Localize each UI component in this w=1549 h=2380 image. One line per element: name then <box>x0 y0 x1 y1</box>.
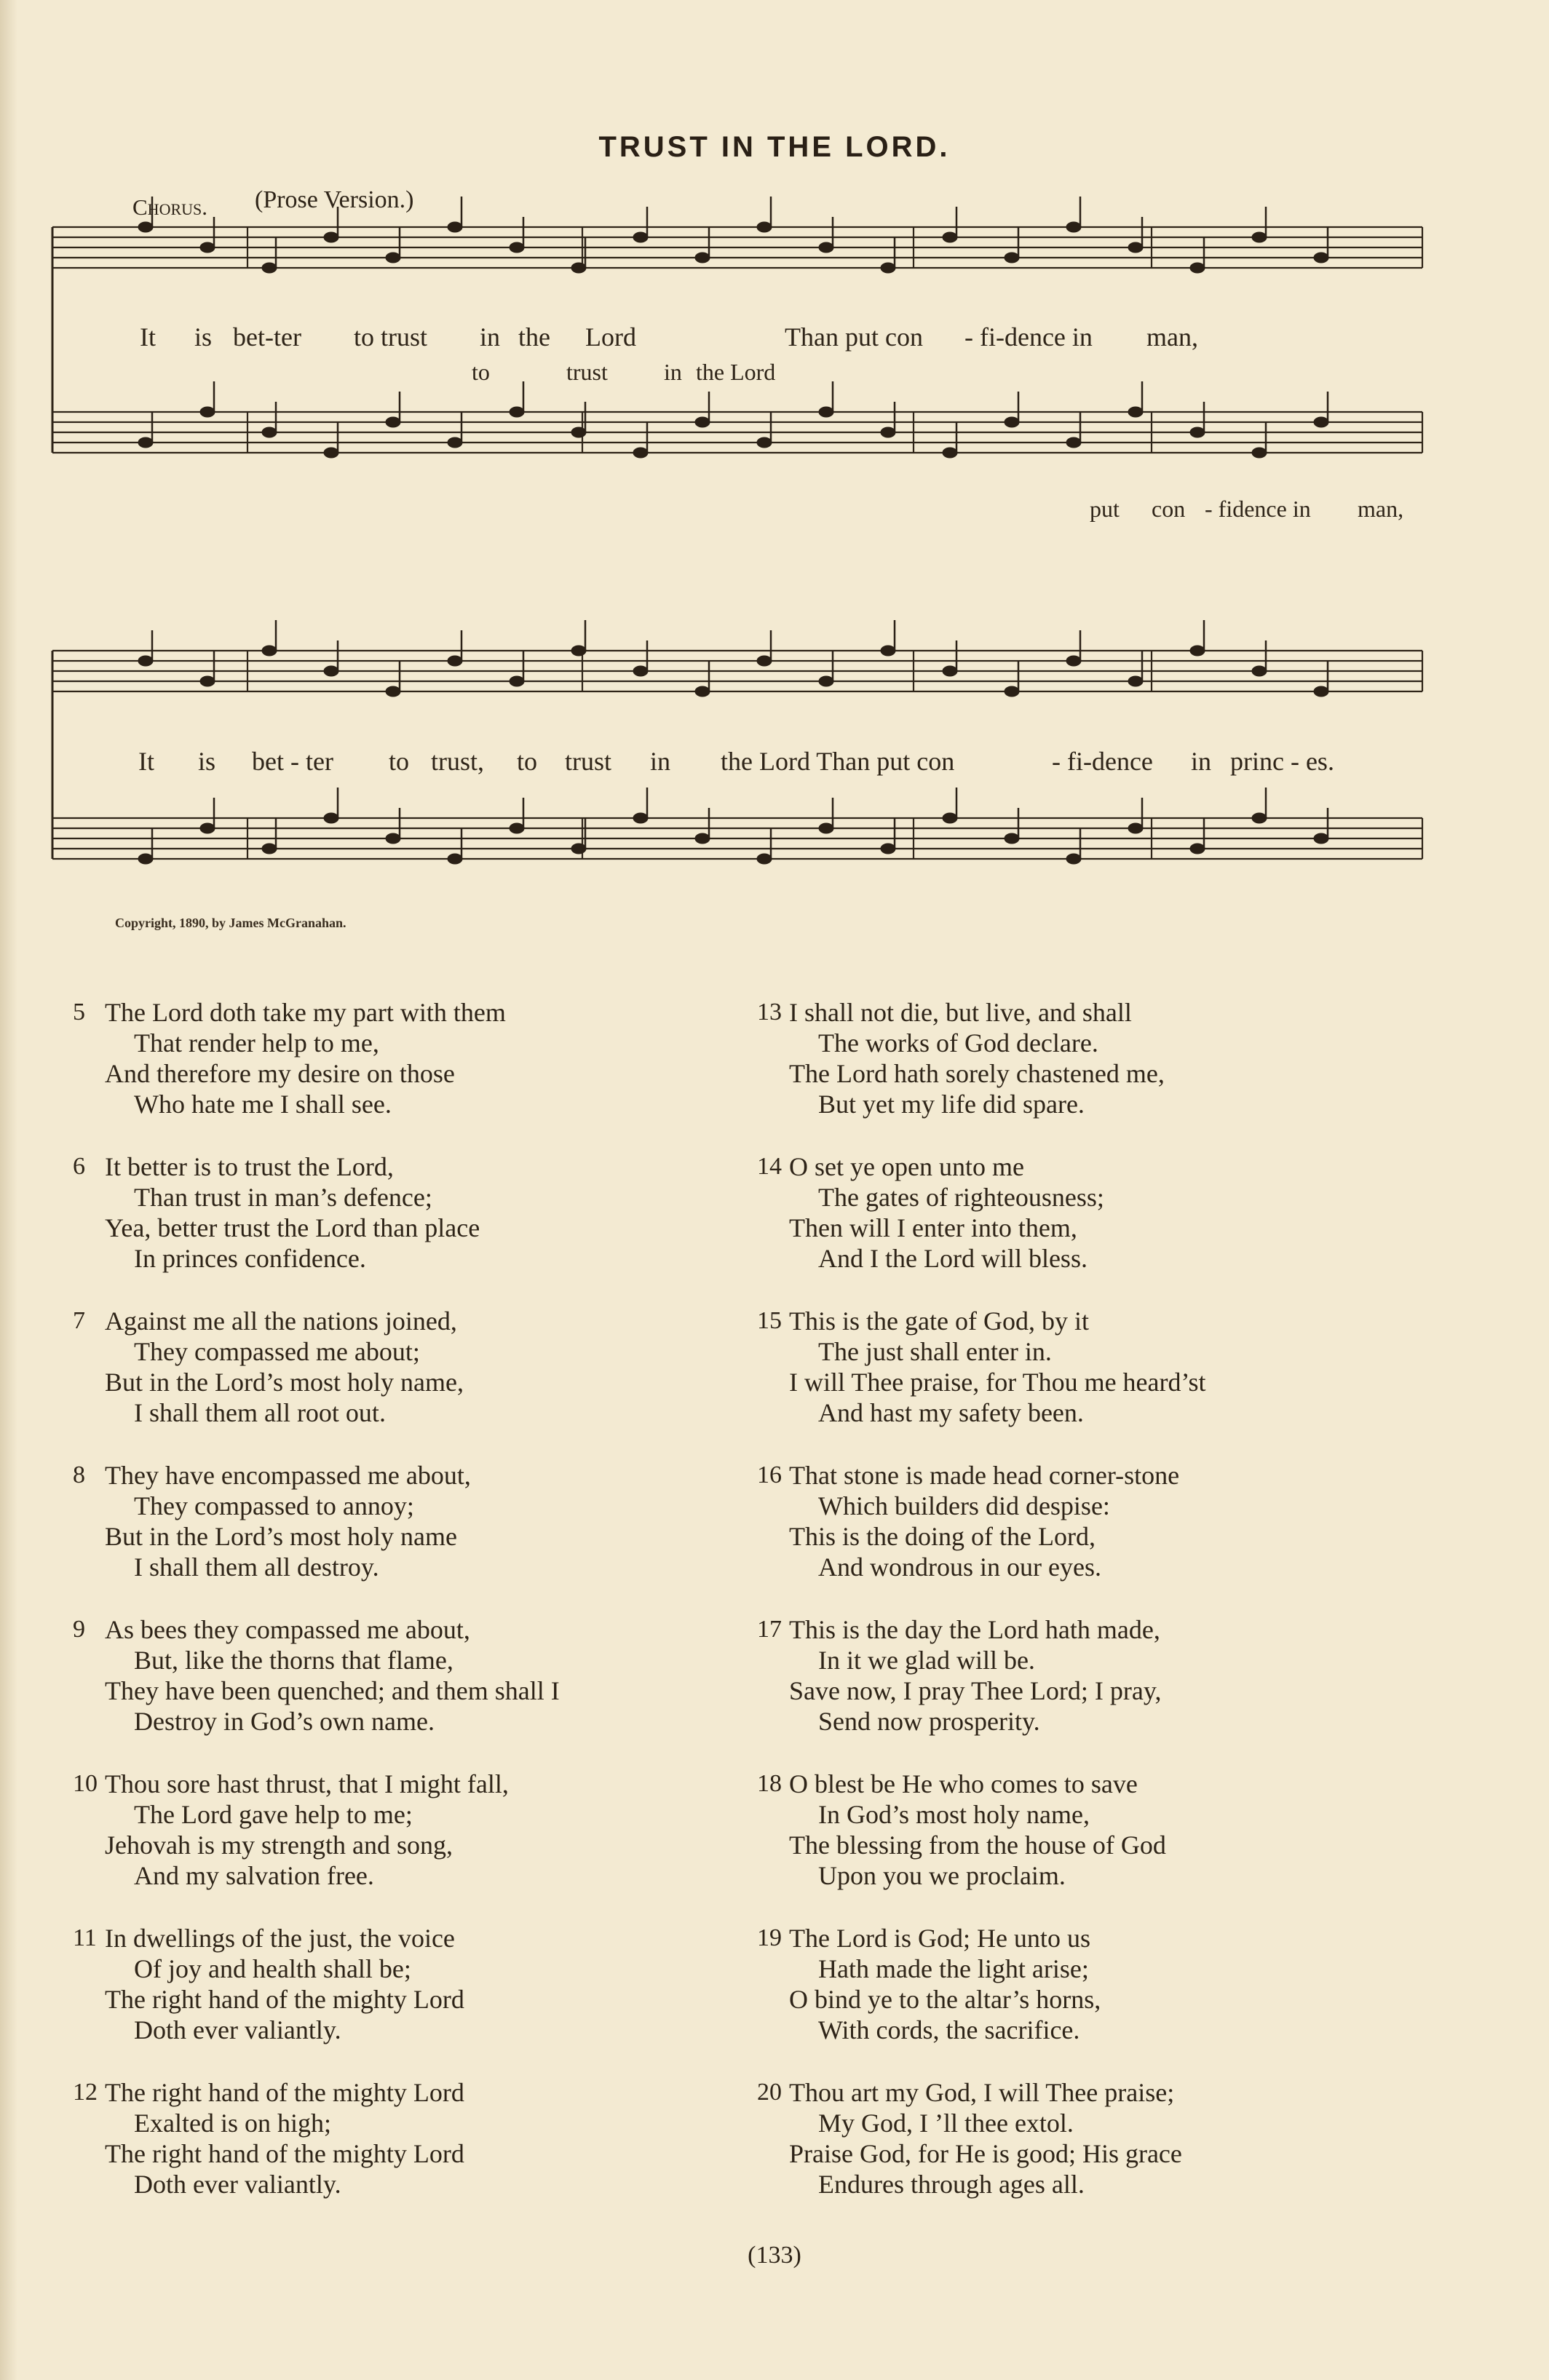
verse <box>757 2077 1485 2199</box>
verse-line: I shall not die, but live, and shall <box>789 998 1132 1027</box>
lyric: to <box>517 747 538 776</box>
note-head <box>200 676 215 686</box>
note-head <box>510 823 524 833</box>
lyric: in <box>480 322 501 352</box>
verse-line: Save now, I pray Thee Lord; I pray, <box>789 1676 1162 1705</box>
lyric: is <box>198 747 216 776</box>
verse-line: Of joy and health shall be; <box>134 1954 411 1983</box>
note-head <box>510 676 524 686</box>
note-head <box>1190 263 1205 273</box>
note-head <box>943 448 957 458</box>
note-head <box>633 232 648 242</box>
lyric: princ - es. <box>1230 747 1334 776</box>
note-head <box>386 686 400 697</box>
verse-line: That stone is made head corner-stone <box>789 1461 1180 1490</box>
note-head <box>757 222 772 232</box>
note-head <box>324 448 338 458</box>
note-head <box>510 407 524 417</box>
verse-number: 14 <box>757 1153 782 1180</box>
note-head <box>1252 813 1267 823</box>
note-head <box>1190 646 1205 656</box>
note-head <box>757 854 772 864</box>
note-head <box>1190 844 1205 854</box>
verse-line: This is the gate of God, by it <box>789 1306 1089 1336</box>
note-head <box>819 407 833 417</box>
verse-line: The blessing from the house of God <box>789 1830 1166 1860</box>
verse-line: They compassed me about; <box>134 1337 420 1366</box>
verse-line: Jehovah is my strength and song, <box>105 1830 453 1860</box>
verse-line: Upon you we proclaim. <box>818 1861 1066 1890</box>
note-head <box>262 427 277 437</box>
verse-line: Who hate me I shall see. <box>134 1090 392 1119</box>
sheet-music <box>0 0 1549 946</box>
note-head <box>1128 823 1143 833</box>
verse-line: The just shall enter in. <box>818 1337 1052 1366</box>
verse-line: The works of God declare. <box>818 1028 1098 1058</box>
note-head <box>1252 666 1267 676</box>
lyric: Lord <box>585 322 636 352</box>
verse-line: Doth ever valiantly. <box>134 2015 341 2044</box>
verse <box>757 1769 1485 1891</box>
note-head <box>1314 686 1328 697</box>
note-head <box>448 437 462 448</box>
note-head <box>1252 448 1267 458</box>
verse-line: Doth ever valiantly. <box>134 2170 341 2199</box>
note-head <box>881 646 895 656</box>
verse-line: In princes confidence. <box>134 1244 366 1273</box>
verse-number: 7 <box>73 1307 85 1334</box>
verse-line: Endures through ages all. <box>818 2170 1085 2199</box>
lyric: in <box>650 747 671 776</box>
verse <box>757 1460 1485 1582</box>
verse-line: It better is to trust the Lord, <box>105 1152 394 1181</box>
verse <box>73 1614 728 1737</box>
note-head <box>1314 417 1328 427</box>
verse <box>757 1614 1485 1737</box>
note-head <box>571 427 586 437</box>
verse-line: The gates of righteousness; <box>818 1183 1104 1212</box>
note-head <box>633 813 648 823</box>
verse <box>757 997 1485 1119</box>
note-head <box>448 656 462 666</box>
verse-number: 17 <box>757 1616 782 1643</box>
note-head <box>943 666 957 676</box>
verse-number: 8 <box>73 1461 85 1488</box>
note-head <box>138 656 153 666</box>
note-head <box>1066 854 1081 864</box>
verse-line: The right hand of the mighty Lord <box>105 2139 464 2168</box>
lyric: bet-ter <box>233 322 301 352</box>
note-head <box>819 823 833 833</box>
note-head <box>633 666 648 676</box>
verse-line: I shall them all destroy. <box>134 1552 379 1582</box>
note-head <box>1252 232 1267 242</box>
lyric: to trust <box>354 322 428 352</box>
verse <box>73 1460 728 1582</box>
verse-line: But, like the thorns that flame, <box>134 1646 453 1675</box>
verse-line: I will Thee praise, for Thou me heard’st <box>789 1368 1206 1397</box>
note-head <box>324 666 338 676</box>
note-head <box>138 854 153 864</box>
note-head <box>1005 686 1019 697</box>
alto-lyric: to <box>472 359 490 385</box>
verse-line: That render help to me, <box>134 1028 379 1058</box>
note-head <box>881 844 895 854</box>
verse <box>73 1769 728 1891</box>
lyric: in <box>1191 747 1212 776</box>
verse <box>757 1923 1485 2045</box>
verse-number: 5 <box>73 999 85 1026</box>
verse-line: The Lord gave help to me; <box>134 1800 413 1829</box>
verse-line: They have encompassed me about, <box>105 1461 471 1490</box>
note-head <box>633 448 648 458</box>
note-head <box>819 242 833 253</box>
note-head <box>1190 427 1205 437</box>
verse <box>757 1306 1485 1428</box>
note-head <box>262 263 277 273</box>
verse-line: The Lord doth take my part with them <box>105 998 506 1027</box>
verse-line: With cords, the sacrifice. <box>818 2015 1080 2044</box>
lyric: It <box>140 322 156 352</box>
note-head <box>1066 656 1081 666</box>
lyric: Than put con <box>785 322 923 352</box>
verse <box>73 1923 728 2045</box>
lyric: trust <box>565 747 612 776</box>
verse-line: This is the day the Lord hath made, <box>789 1615 1160 1644</box>
verse-line: Hath made the light arise; <box>818 1954 1089 1983</box>
note-head <box>1128 676 1143 686</box>
lyric: to <box>389 747 410 776</box>
page-number: (133) <box>748 2242 801 2269</box>
note-head <box>448 222 462 232</box>
verse-line: In dwellings of the just, the voice <box>105 1924 455 1953</box>
verse-line: The Lord is God; He unto us <box>789 1924 1090 1953</box>
note-head <box>386 417 400 427</box>
verse-line: I shall them all root out. <box>134 1398 386 1427</box>
note-head <box>138 437 153 448</box>
note-head <box>571 263 586 273</box>
note-head <box>1314 833 1328 844</box>
lyric: the <box>518 322 550 352</box>
lyric: the Lord Than put con <box>721 747 955 776</box>
verse-line: Against me all the nations joined, <box>105 1306 457 1336</box>
note-head <box>262 844 277 854</box>
note-head <box>200 823 215 833</box>
note-head <box>1005 417 1019 427</box>
lyric: - fi-dence <box>1052 747 1153 776</box>
verse-line: They have been quenched; and them shall I <box>105 1676 560 1705</box>
verse-line: Then will I enter into them, <box>789 1213 1077 1242</box>
note-head <box>881 427 895 437</box>
note-head <box>757 437 772 448</box>
verse <box>757 1151 1485 1274</box>
verse-line: As bees they compassed me about, <box>105 1615 470 1644</box>
verse-line: They compassed to annoy; <box>134 1491 414 1520</box>
note-head <box>138 222 153 232</box>
verse-line: And my salvation free. <box>134 1861 374 1890</box>
verse <box>73 997 728 1119</box>
verse-line: But in the Lord’s most holy name <box>105 1522 457 1551</box>
verse-number: 13 <box>757 999 782 1026</box>
note-head <box>200 242 215 253</box>
alto-lyric: in <box>664 359 682 385</box>
verse-line: Than trust in man’s defence; <box>134 1183 432 1212</box>
verse-line: And wondrous in our eyes. <box>818 1552 1101 1582</box>
verse-number: 11 <box>73 1924 97 1951</box>
lyric: It <box>138 747 154 776</box>
verse-line: Which builders did despise: <box>818 1491 1110 1520</box>
note-head <box>510 242 524 253</box>
verse <box>73 1151 728 1274</box>
note-head <box>695 686 710 697</box>
copyright-notice: Copyright, 1890, by James McGranahan. <box>115 916 346 930</box>
note-head <box>262 646 277 656</box>
note-head <box>571 646 586 656</box>
note-head <box>695 833 710 844</box>
verse-number: 12 <box>73 2079 98 2106</box>
note-head <box>324 813 338 823</box>
verse-line: In God’s most holy name, <box>818 1800 1090 1829</box>
bass-lyric: - fidence in <box>1205 496 1311 522</box>
verse-line: And therefore my desire on those <box>105 1059 455 1088</box>
verse-line: This is the doing of the Lord, <box>789 1522 1096 1551</box>
hymn-title: TRUST IN THE LORD. <box>598 131 951 163</box>
note-head <box>571 844 586 854</box>
verse-line: Send now prosperity. <box>818 1707 1040 1736</box>
verse-line: The right hand of the mighty Lord <box>105 1985 464 2014</box>
verse-line: Thou sore hast thrust, that I might fall, <box>105 1769 509 1798</box>
lyric: - fi-dence in <box>964 322 1093 352</box>
verse-line: The Lord hath sorely chastened me, <box>789 1059 1165 1088</box>
chorus-note: (Prose Version.) <box>255 186 414 213</box>
bass-lyric: con <box>1152 496 1186 522</box>
bass-lyric: man, <box>1358 496 1404 522</box>
note-head <box>695 253 710 263</box>
verse-line: Yea, better trust the Lord than place <box>105 1213 480 1242</box>
verse-line: Exalted is on high; <box>134 2109 331 2138</box>
note-head <box>1066 222 1081 232</box>
verse-line: But yet my life did spare. <box>818 1090 1085 1119</box>
verse-number: 10 <box>73 1770 98 1797</box>
verse-line: O bind ye to the altar’s horns, <box>789 1985 1101 2014</box>
lyric: man, <box>1146 322 1198 352</box>
verse-line: Destroy in God’s own name. <box>134 1707 435 1736</box>
verses-right-column <box>757 997 1485 2232</box>
verse-line: And I the Lord will bless. <box>818 1244 1088 1273</box>
bass-lyric: put <box>1090 496 1120 522</box>
note-head <box>1128 407 1143 417</box>
note-head <box>881 263 895 273</box>
verse <box>73 2077 728 2199</box>
note-head <box>943 232 957 242</box>
alto-lyric: trust <box>566 359 608 385</box>
note-head <box>1314 253 1328 263</box>
verse-number: 19 <box>757 1924 782 1951</box>
note-head <box>1005 253 1019 263</box>
alto-lyric: the Lord <box>696 359 776 385</box>
verse-number: 16 <box>757 1461 782 1488</box>
verse-line: The right hand of the mighty Lord <box>105 2078 464 2107</box>
note-head <box>386 833 400 844</box>
chorus-label: Chorus. <box>132 194 207 220</box>
note-head <box>200 407 215 417</box>
lyric: trust, <box>431 747 485 776</box>
verse-line: Praise God, for He is good; His grace <box>789 2139 1182 2168</box>
note-head <box>324 232 338 242</box>
lyric: bet - ter <box>252 747 333 776</box>
note-head <box>1128 242 1143 253</box>
verse-line: O set ye open unto me <box>789 1152 1024 1181</box>
note-head <box>386 253 400 263</box>
verse-number: 6 <box>73 1153 85 1180</box>
verse-line: And hast my safety been. <box>818 1398 1084 1427</box>
verse-number: 15 <box>757 1307 782 1334</box>
verses-left-column <box>73 997 728 2232</box>
verse-line: In it we glad will be. <box>818 1646 1035 1675</box>
note-head <box>943 813 957 823</box>
verse-number: 18 <box>757 1770 782 1797</box>
note-head <box>757 656 772 666</box>
verse-line: Thou art my God, I will Thee praise; <box>789 2078 1175 2107</box>
note-head <box>1066 437 1081 448</box>
note-head <box>448 854 462 864</box>
verse-line: But in the Lord’s most holy name, <box>105 1368 464 1397</box>
note-head <box>695 417 710 427</box>
lyric: is <box>194 322 213 352</box>
verse-number: 9 <box>73 1616 85 1643</box>
verse-line: My God, I ’ll thee extol. <box>818 2109 1074 2138</box>
verse-line: O blest be He who comes to save <box>789 1769 1138 1798</box>
verse <box>73 1306 728 1428</box>
verse-number: 20 <box>757 2079 782 2106</box>
note-head <box>1005 833 1019 844</box>
note-head <box>819 676 833 686</box>
